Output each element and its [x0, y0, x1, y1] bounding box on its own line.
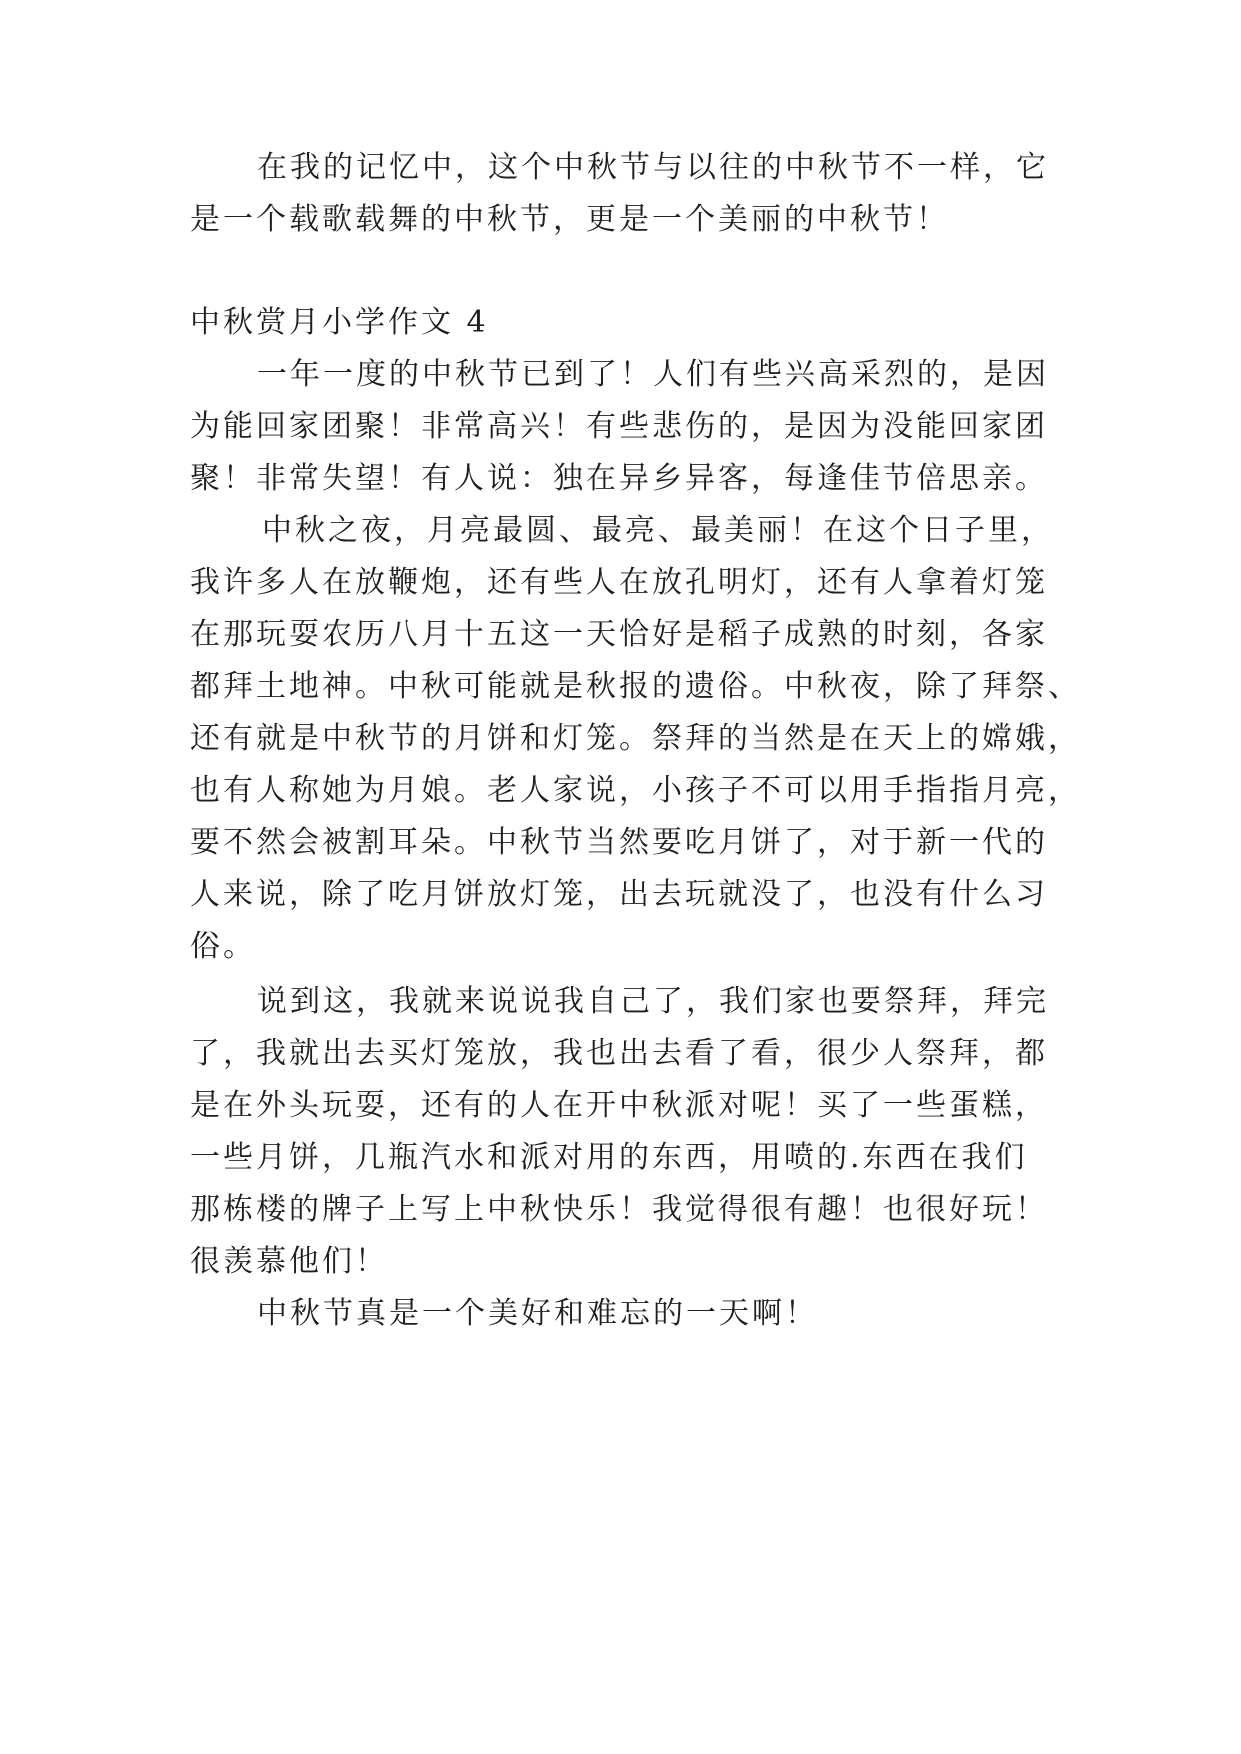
paragraph-line: 很羡慕他们！ — [190, 1244, 388, 1279]
paragraph-line: 为能回家团聚！非常高兴！有些悲伤的，是因为没能回家团 — [190, 409, 1048, 444]
paragraph-line: 中秋之夜，月亮最圆、最亮、最美丽！在这个日子里， — [262, 513, 1054, 548]
paragraph-line: 我许多人在放鞭炮，还有些人在放孔明灯，还有人拿着灯笼 — [190, 565, 1048, 600]
paragraph-line: 是在外头玩耍，还有的人在开中秋派对呢！买了一些蛋糕， — [190, 1088, 1048, 1123]
paragraph-line: 要不然会被割耳朵。中秋节当然要吃月饼了，对于新一代的 — [190, 825, 1048, 860]
paragraph-line: 一些月饼，几瓶汽水和派对用的东西，用喷的.东西在我们 — [190, 1140, 1028, 1175]
paragraph-line: 俗。 — [190, 929, 256, 964]
section-heading: 中秋赏月小学作文 4 — [190, 305, 489, 340]
paragraph-line: 在我的记忆中，这个中秋节与以往的中秋节不一样，它 — [257, 150, 1049, 185]
paragraph-line: 聚！非常失望！有人说：独在异乡异客，每逢佳节倍思亲。 — [190, 461, 1048, 496]
paragraph-line: 在那玩耍农历八月十五这一天恰好是稻子成熟的时刻，各家 — [190, 617, 1048, 652]
paragraph-line: 一年一度的中秋节已到了！人们有些兴高采烈的，是因 — [257, 357, 1049, 392]
paragraph-line: 也有人称她为月娘。老人家说，小孩子不可以用手指指月亮， — [190, 773, 1081, 808]
paragraph-line: 是一个载歌载舞的中秋节，更是一个美丽的中秋节！ — [190, 202, 949, 237]
paragraph-line: 了，我就出去买灯笼放，我也出去看了看，很少人祭拜，都 — [190, 1036, 1048, 1071]
paragraph-line: 那栋楼的牌子上写上中秋快乐！我觉得很有趣！也很好玩！ — [190, 1192, 1048, 1227]
paragraph-line: 中秋节真是一个美好和难忘的一天啊！ — [257, 1296, 818, 1331]
paragraph-line: 说到这，我就来说说我自己了，我们家也要祭拜，拜完 — [257, 984, 1049, 1019]
paragraph-line: 还有就是中秋节的月饼和灯笼。祭拜的当然是在天上的嫦娥， — [190, 721, 1081, 756]
paragraph-line: 都拜土地神。中秋可能就是秋报的遗俗。中秋夜，除了拜祭、 — [190, 669, 1081, 704]
paragraph-line: 人来说，除了吃月饼放灯笼，出去玩就没了，也没有什么习 — [190, 877, 1048, 912]
